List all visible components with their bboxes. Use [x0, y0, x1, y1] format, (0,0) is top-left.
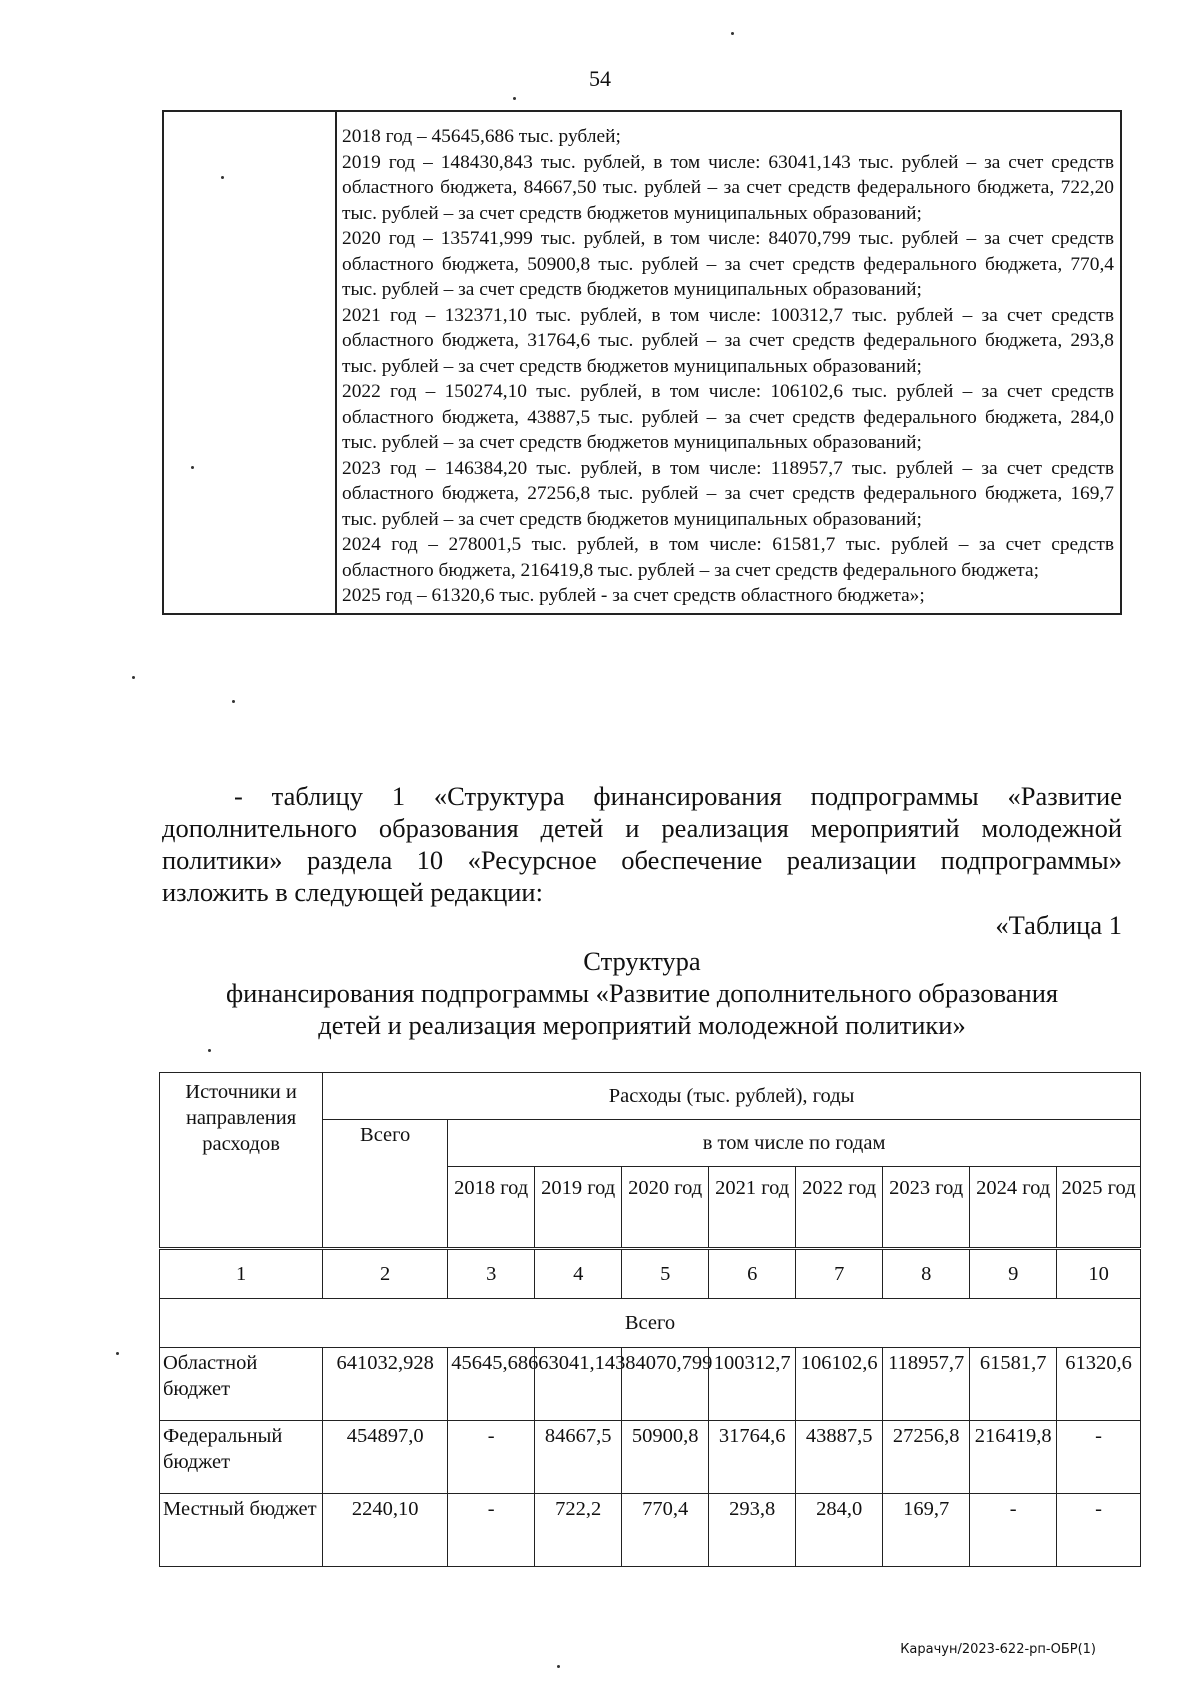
table-row — [160, 1421, 1141, 1494]
row-value: 84070,799 — [622, 1348, 709, 1421]
header-year: 2022 год — [796, 1167, 883, 1249]
row-value: 27256,8 — [883, 1421, 970, 1494]
row-source: Местный бюджет — [160, 1494, 323, 1567]
header-year: 2020 год — [622, 1167, 709, 1249]
row-value: 106102,6 — [796, 1348, 883, 1421]
funding-year-2024: 2024 год – 278001,5 тыс. рублей, в том числе: 61581,7 тыс. рублей – за счет средств областного бюджета, 216419,8 тыс. рублей – за счет средств федерального бюджета; — [342, 534, 1114, 581]
row-value: 2240,10 — [323, 1494, 448, 1567]
table-title — [162, 945, 1122, 1041]
header-year: 2024 год — [970, 1167, 1057, 1249]
document-code: Карачун/2023-622-рп-ОБР(1) — [900, 1642, 1096, 1657]
funding-year-2020: 2020 год – 135741,999 тыс. рублей, в том числе: 84070,799 тыс. рублей – за счет средств областного бюджета, 50900,8 тыс. рублей – за счет средств федерального бюджета, 770,4 тыс. рублей – за счет средств бюджетов муниципальных образований; — [342, 228, 1114, 300]
scan-speck — [208, 1049, 211, 1052]
row-value: - — [970, 1494, 1057, 1567]
header-expenses: Расходы (тыс. рублей), годы — [323, 1073, 1141, 1120]
row-value: - — [1057, 1421, 1141, 1494]
section-label: Всего — [160, 1299, 1141, 1348]
funding-year-2025: 2025 год – 61320,6 тыс. рублей - за счет средств областного бюджета»; — [342, 585, 925, 606]
row-value: 118957,7 — [883, 1348, 970, 1421]
row-value: 216419,8 — [970, 1421, 1057, 1494]
row-value: 63041,143 — [535, 1348, 622, 1421]
table-row — [160, 1348, 1141, 1421]
scan-speck — [731, 32, 734, 35]
table-title-line-1: Структура — [583, 946, 701, 976]
row-value: 31764,6 — [709, 1421, 796, 1494]
table-label: «Таблица 1 — [995, 910, 1122, 940]
funding-label-cell — [163, 111, 336, 614]
funding-year-2022: 2022 год – 150274,10 тыс. рублей, в том числе: 106102,6 тыс. рублей – за счет средств областного бюджета, 43887,5 тыс. рублей – за счет средств федерального бюджета, 284,0 тыс. рублей – за счет средств бюджетов муниципальных образований; — [342, 381, 1114, 453]
row-value: 61320,6 — [1057, 1348, 1141, 1421]
instruction-text: - таблицу 1 «Структура финансирования подпрограммы «Развитие дополнительного образования детей и реализация мероприятий молодежной политики» раздела 10 «Ресурсное обеспечение реализации подпрограммы» изложить в следующей редакции: — [162, 781, 1122, 907]
column-number: 4 — [535, 1249, 622, 1299]
column-number-row — [160, 1249, 1141, 1299]
scan-speck — [232, 700, 235, 703]
funding-year-2021: 2021 год – 132371,10 тыс. рублей, в том числе: 100312,7 тыс. рублей – за счет средств областного бюджета, 31764,6 тыс. рублей – за счет средств федерального бюджета, 293,8 тыс. рублей – за счет средств бюджетов муниципальных образований; — [342, 304, 1114, 377]
column-number: 7 — [796, 1249, 883, 1299]
column-number: 9 — [970, 1249, 1057, 1299]
row-value: - — [448, 1494, 535, 1567]
scan-speck — [191, 466, 194, 469]
row-value: 722,2 — [535, 1494, 622, 1567]
row-value: 454897,0 — [323, 1421, 448, 1494]
row-value: 61581,7 — [970, 1348, 1057, 1421]
header-year: 2018 год — [448, 1167, 535, 1249]
funding-year-2023: 2023 год – 146384,20 тыс. рублей, в том числе: 118957,7 тыс. рублей – за счет средств областного бюджета, 27256,8 тыс. рублей – за счет средств федерального бюджета, 169,7 тыс. рублей – за счет средств бюджетов муниципальных образований; — [342, 457, 1114, 530]
row-value: 100312,7 — [709, 1348, 796, 1421]
row-value: 169,7 — [883, 1494, 970, 1567]
column-number: 3 — [448, 1249, 535, 1299]
row-source: Федеральный бюджет — [160, 1421, 323, 1494]
row-value: 50900,8 — [622, 1421, 709, 1494]
row-value: 293,8 — [709, 1494, 796, 1567]
row-value: 45645,686 — [448, 1348, 535, 1421]
funding-continuation-table — [162, 110, 1122, 615]
table-title-line-3: детей и реализация мероприятий молодежной политики» — [318, 1010, 966, 1040]
row-value: - — [1057, 1494, 1141, 1567]
instruction-paragraph — [162, 780, 1122, 908]
header-year: 2019 год — [535, 1167, 622, 1249]
funding-year-2019: 2019 год – 148430,843 тыс. рублей, в том числе: 63041,143 тыс. рублей – за счет средств областного бюджета, 84667,50 тыс. рублей – за счет средств федерального бюджета, 722,20 тыс. рублей – за счет средств бюджетов муниципальных образований; — [342, 151, 1114, 224]
column-number: 1 — [160, 1249, 323, 1299]
financing-structure-table — [159, 1072, 1141, 1567]
header-year: 2023 год — [883, 1167, 970, 1249]
row-value: 284,0 — [796, 1494, 883, 1567]
column-number: 5 — [622, 1249, 709, 1299]
section-row — [160, 1299, 1141, 1348]
header-year: 2021 год — [709, 1167, 796, 1249]
scan-speck — [132, 676, 135, 679]
column-number: 8 — [883, 1249, 970, 1299]
column-number: 6 — [709, 1249, 796, 1299]
scan-speck — [513, 97, 516, 100]
column-number: 10 — [1057, 1249, 1141, 1299]
row-value: - — [448, 1421, 535, 1494]
table-title-line-2: финансирования подпрограммы «Развитие дополнительного образования — [225, 978, 1059, 1008]
page-number: 54 — [589, 66, 611, 91]
scan-speck — [221, 176, 224, 179]
row-value: 770,4 — [622, 1494, 709, 1567]
scan-speck — [116, 1352, 119, 1355]
funding-year-2018: 2018 год – 45645,686 тыс. рублей; — [342, 126, 621, 147]
row-value: 84667,5 — [535, 1421, 622, 1494]
funding-text-cell — [336, 111, 1121, 614]
row-value: 43887,5 — [796, 1421, 883, 1494]
header-total: Всего — [323, 1120, 448, 1249]
header-by-year: в том числе по годам — [448, 1120, 1141, 1167]
row-value: 641032,928 — [323, 1348, 448, 1421]
column-number: 2 — [323, 1249, 448, 1299]
header-sources: Источники и направления расходов — [160, 1073, 323, 1249]
row-source: Областной бюджет — [160, 1348, 323, 1421]
table-row — [160, 1494, 1141, 1567]
header-year: 2025 год — [1057, 1167, 1141, 1249]
scan-speck — [557, 1665, 560, 1668]
